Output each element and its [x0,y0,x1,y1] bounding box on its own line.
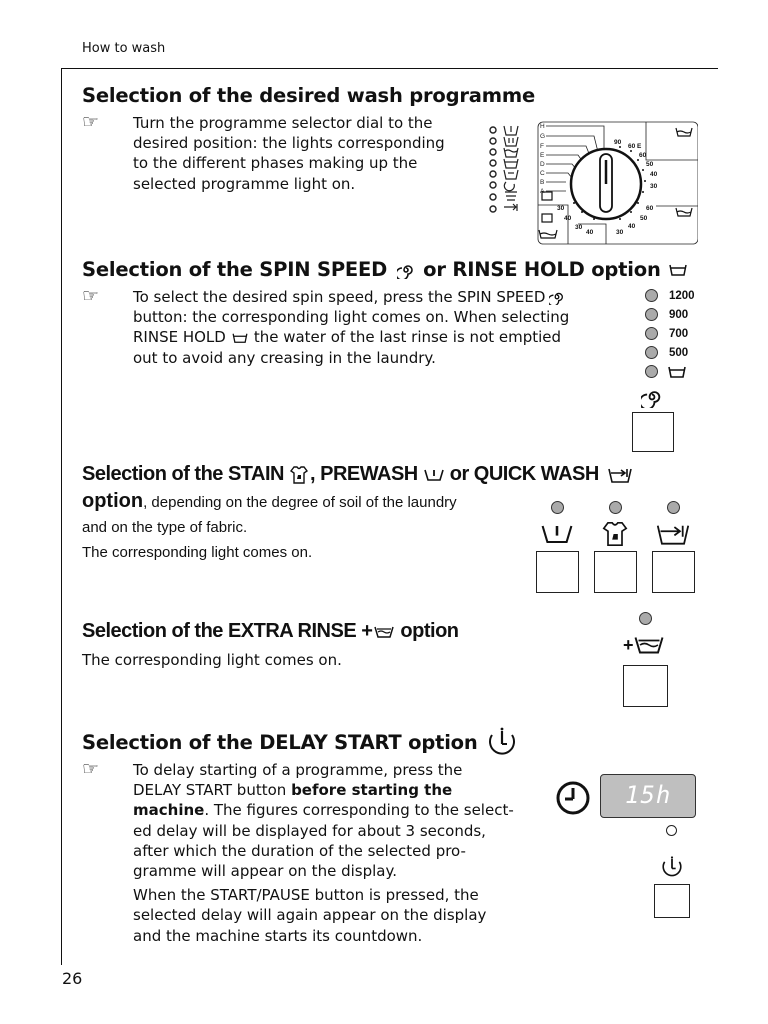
dial-letter: G [540,133,546,140]
stain-icon [289,465,309,485]
page-number: 26 [62,969,83,988]
dial-letter: B [540,179,545,186]
header-label: How to wash [82,41,166,56]
spin-icon [397,261,415,279]
stain-button[interactable] [594,551,637,593]
delay-button-icon [660,856,684,882]
dial-temp: 40 [628,223,636,230]
spin-speed-label: 500 [669,346,689,359]
delay-start-button[interactable] [654,884,690,918]
rinse-hold-icon [667,365,687,379]
prewash-button[interactable] [536,551,579,593]
spin-speed-label: 700 [669,327,689,340]
dial-temp: 30 [650,183,658,190]
dial-letter: H [540,123,545,130]
dial-temp: 60 [639,152,647,159]
programme-section-title: Selection of the desired wash programme [82,84,535,107]
spin-speed-panel [645,286,695,381]
delay-instructions: To delay starting of a programme, press the DELAY START button before starting the machine. The figures corresponding to the select- ed delay will be displayed for about 3 seconds, after which the duration of the selected pro- gramme will appear on the display. When the START/PAUSE button is pressed, the selected delay will again appear on the display and the machine starts its countdown. [133,761,514,945]
margin-rule [61,68,62,965]
pointing-hand-icon: ☞ [82,285,100,307]
rinse-hold-icon [669,263,687,277]
spin-section-title: Selection of the SPIN SPEED or RINSE HOLD option [82,258,687,281]
spin-speed-label: 900 [669,308,689,321]
spin-led [645,308,658,321]
spin-led [645,289,658,302]
spin-button-icon [641,386,663,412]
dial-temp: 40 [586,229,594,236]
dial-letter: A [540,188,545,195]
delay-section-title: Selection of the DELAY START option [82,727,518,757]
extra-rinse-section-title: Selection of the EXTRA RINSE + option [82,620,459,642]
spin-speed-button[interactable] [632,412,674,452]
programme-instructions: Turn the programme selector dial to the desired position: the lights corresponding to the different phases making up the selected programme light on. [133,114,445,193]
spin-option-700 [645,324,695,343]
spin-instructions: To select the desired spin speed, press the SPIN SPEED button: the corresponding light comes on. When selecting RINSE HOLD the water of the last rinse is not emptied out to avoid any creasing in the laundry. [133,288,570,367]
dial-temp: 40 [650,171,658,178]
extra-rinse-button[interactable] [623,665,668,707]
spin-led [645,327,658,340]
spin-icon [549,289,565,305]
spin-speed-label: 1200 [669,289,695,302]
spin-led [645,346,658,359]
spin-option-rinse-hold [645,362,695,381]
quick-wash-button-icon [655,521,691,551]
dial-letter: F [540,143,544,150]
header-rule [62,68,718,69]
extra-rinse-led [639,612,652,625]
programme-dial-diagram [486,120,698,246]
quick-wash-button[interactable] [652,551,695,593]
rinse-hold-icon [231,332,249,344]
spin-led [645,365,658,378]
delay-display-value: 15h [625,781,672,809]
quick-wash-icon [607,466,633,484]
delay-led [666,825,677,836]
prewash-button-icon [541,522,573,550]
prewash-led [551,501,564,514]
delay-display [600,774,696,818]
dial-temp: 50 [640,215,648,222]
dial-temp: 50 [646,161,654,168]
quick-wash-led [667,501,680,514]
dial-letter: E [540,152,545,159]
extra-rinse-button-icon: + [623,634,664,656]
dial-temp: 30 [557,205,565,212]
extra-rinse-icon [374,625,394,639]
extra-rinse-description: The corresponding light comes on. [82,651,342,669]
dial-temp: 30 [616,229,624,236]
spin-option-500 [645,343,695,362]
delay-start-icon [486,727,518,757]
spin-option-900 [645,305,695,324]
dial-temp: 30 [575,224,583,231]
dial-temp: 60 E [628,143,642,150]
clock-icon [555,780,591,820]
dial-letter: C [540,170,545,177]
dial-temp: 60 [646,205,654,212]
stain-led [609,501,622,514]
pointing-hand-icon: ☞ [82,758,100,780]
prewash-icon [424,468,444,482]
stain-description: option, depending on the degree of soil of the laundry and on the type of fabric. The corresponding light comes on. [82,490,457,561]
dial-temp: 40 [564,215,572,222]
dial-letter: D [540,161,545,168]
spin-option-1200 [645,286,695,305]
stain-section-title: Selection of the STAIN , PREWASH or QUICK WASH [82,463,633,486]
stain-button-icon [600,520,630,552]
dial-temp: 90 [614,139,622,146]
pointing-hand-icon: ☞ [82,111,100,133]
